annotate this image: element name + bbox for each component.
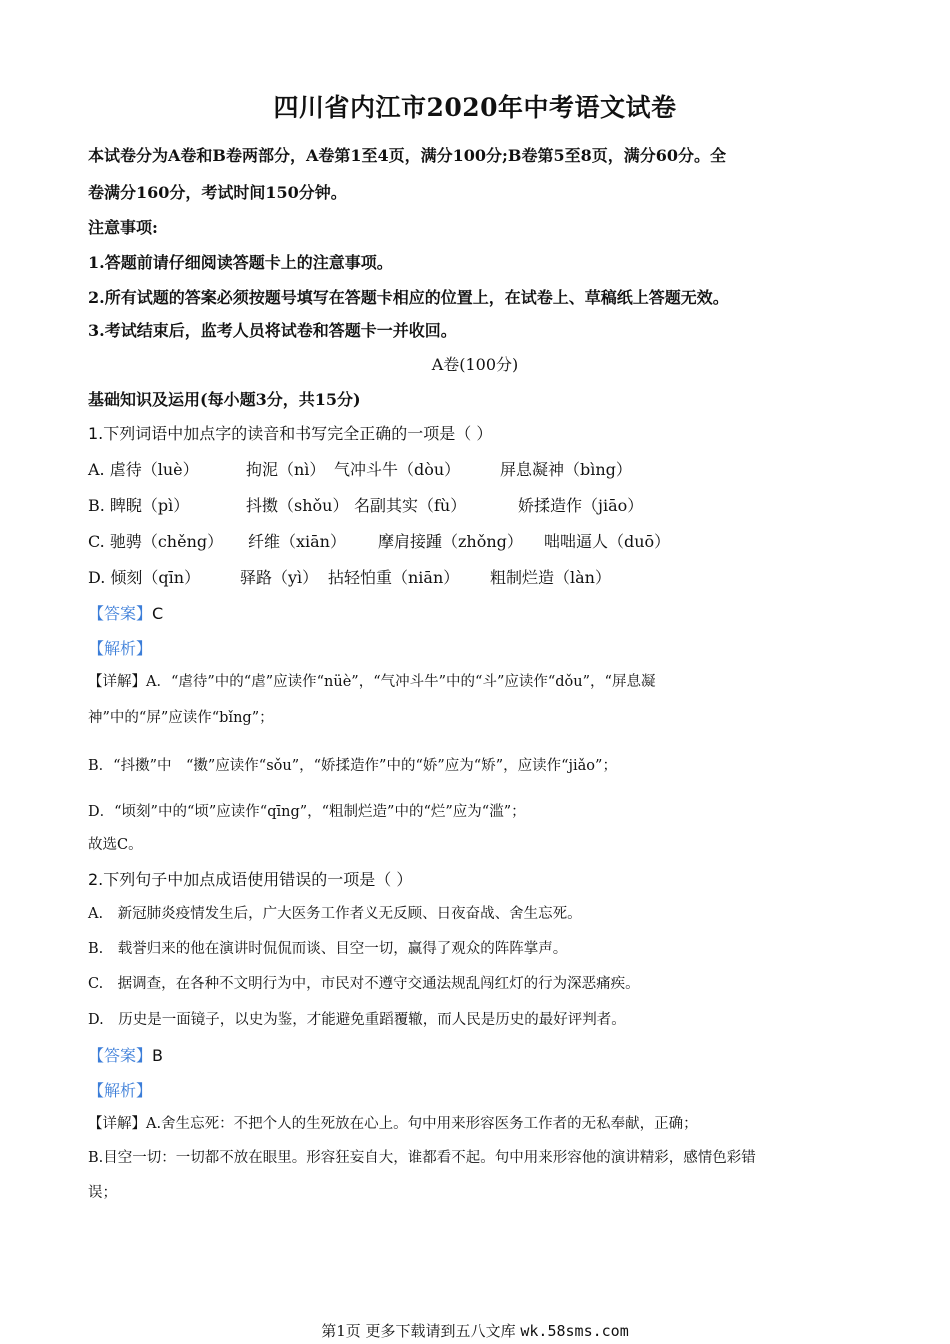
question-1-option-d bbox=[88, 565, 888, 589]
answer-value: C bbox=[152, 604, 164, 623]
question-2-analysis-label: 【解析】 bbox=[88, 1081, 153, 1100]
question-1-analysis-label: 【解析】 bbox=[88, 639, 153, 658]
option-term: 摩肩接踵（zhǒng） bbox=[378, 532, 523, 551]
answer-label: 【答案】 bbox=[88, 1046, 153, 1065]
option-term: 纤维（xiān） bbox=[248, 532, 346, 551]
option-term: 粗制烂造（làn） bbox=[490, 568, 611, 587]
notice-item-3: 3.考试结束后，监考人员将试卷和答题卡一并收回。 bbox=[88, 321, 457, 340]
option-term: 娇揉造作（jiāo） bbox=[518, 496, 644, 515]
option-term: 名副其实（fù） bbox=[354, 496, 467, 515]
answer-value: B bbox=[152, 1046, 163, 1065]
footer-site-link[interactable]: wk.58sms.com bbox=[520, 1322, 629, 1340]
section-basic-heading: 基础知识及运用(每小题3分，共15分) bbox=[88, 390, 361, 409]
page-footer bbox=[0, 1320, 950, 1341]
option-term: C. 驰骋（chěng） bbox=[88, 532, 224, 551]
option-term: 气冲斗牛（dòu） bbox=[334, 460, 461, 479]
footer-page-text: 第1页 更多下载请到五八文库 bbox=[321, 1322, 516, 1340]
option-term: 屏息凝神（bìng） bbox=[500, 460, 632, 479]
question-2-detail-a: 【详解】A.舍生忘死：不把个人的生死放在心上。句中用来形容医务工作者的无私奉献，正确； bbox=[88, 1116, 698, 1132]
question-2-answer bbox=[88, 1043, 163, 1066]
notice-item-2: 2.所有试题的答案必须按题号填写在答题卡相应的位置上，在试卷上、草稿纸上答题无效。 bbox=[88, 288, 729, 307]
option-term: B. 睥睨（pì） bbox=[88, 496, 190, 515]
question-2-detail-b-cont: 误； bbox=[88, 1185, 117, 1201]
page-title: 四川省内江市2020年中考语文试卷 bbox=[273, 93, 677, 122]
question-1-detail-cont: 神”中的“屏”应读作“bǐng”； bbox=[88, 710, 274, 726]
question-1-answer bbox=[88, 601, 163, 624]
option-term: 驿路（yì） bbox=[240, 568, 319, 587]
question-1-detail-d: D．“顷刻”中的“顷”应读作“qīng”，“粗制烂造”中的“烂”应为“滥”； bbox=[88, 804, 526, 820]
question-2-stem: 2.下列句子中加点成语使用错误的一项是（ ） bbox=[88, 870, 413, 889]
question-1-conclusion: 故选C。 bbox=[88, 837, 143, 853]
notice-heading: 注意事项: bbox=[88, 218, 158, 237]
question-2-option-c: C. 据调查，在各种不文明行为中，市民对不遵守交通法规乱闯红灯的行为深恶痛疾。 bbox=[88, 976, 640, 992]
question-2-option-a: A. 新冠肺炎疫情发生后，广大医务工作者义无反顾、日夜奋战、舍生忘死。 bbox=[88, 906, 582, 922]
question-1-option-c bbox=[88, 529, 888, 553]
question-1-detail-b: B．“抖擞”中 “擞”应读作“sǒu”，“娇揉造作”中的“娇”应为“矫”，应读作“jiǎo”； bbox=[88, 758, 617, 774]
option-term: D. 倾刻（qīn） bbox=[88, 568, 201, 587]
question-1-stem: 1.下列词语中加点字的读音和书写完全正确的一项是（ ） bbox=[88, 424, 493, 443]
option-term: 拘泥（nì） bbox=[246, 460, 326, 479]
question-2-option-b: B. 载誉归来的他在演讲时侃侃而谈、目空一切，赢得了观众的阵阵掌声。 bbox=[88, 941, 568, 957]
intro-text-cont: 卷满分160分，考试时间150分钟。 bbox=[88, 183, 347, 202]
notice-item-1: 1.答题前请仔细阅读答题卡上的注意事项。 bbox=[88, 253, 393, 272]
option-term: 拈轻怕重（niān） bbox=[328, 568, 460, 587]
option-term: 咄咄逼人（duō） bbox=[544, 532, 671, 551]
intro-text: 本试卷分为A卷和B卷两部分，A卷第1至4页，满分100分;B卷第5至8页，满分60分。全 bbox=[88, 146, 726, 165]
question-2-detail-b: B.目空一切：一切都不放在眼里。形容狂妄自大，谁都看不起。句中用来形容他的演讲精彩，感情色彩错 bbox=[88, 1150, 756, 1166]
question-2-option-d: D. 历史是一面镜子，以史为鉴，才能避免重蹈覆辙，而人民是历史的最好评判者。 bbox=[88, 1012, 626, 1028]
option-term: A. 虐待（luè） bbox=[88, 460, 199, 479]
section-a-heading: A卷(100分) bbox=[431, 355, 519, 374]
answer-label: 【答案】 bbox=[88, 604, 153, 623]
question-1-option-b bbox=[88, 493, 888, 517]
option-term: 抖擞（shǒu） bbox=[246, 496, 349, 515]
question-1-detail: 【详解】A．“虐待”中的“虐”应读作“nüè”，“气冲斗牛”中的“斗”应读作“dǒu”，“屏息凝 bbox=[88, 674, 656, 690]
question-1-option-a bbox=[88, 457, 888, 481]
